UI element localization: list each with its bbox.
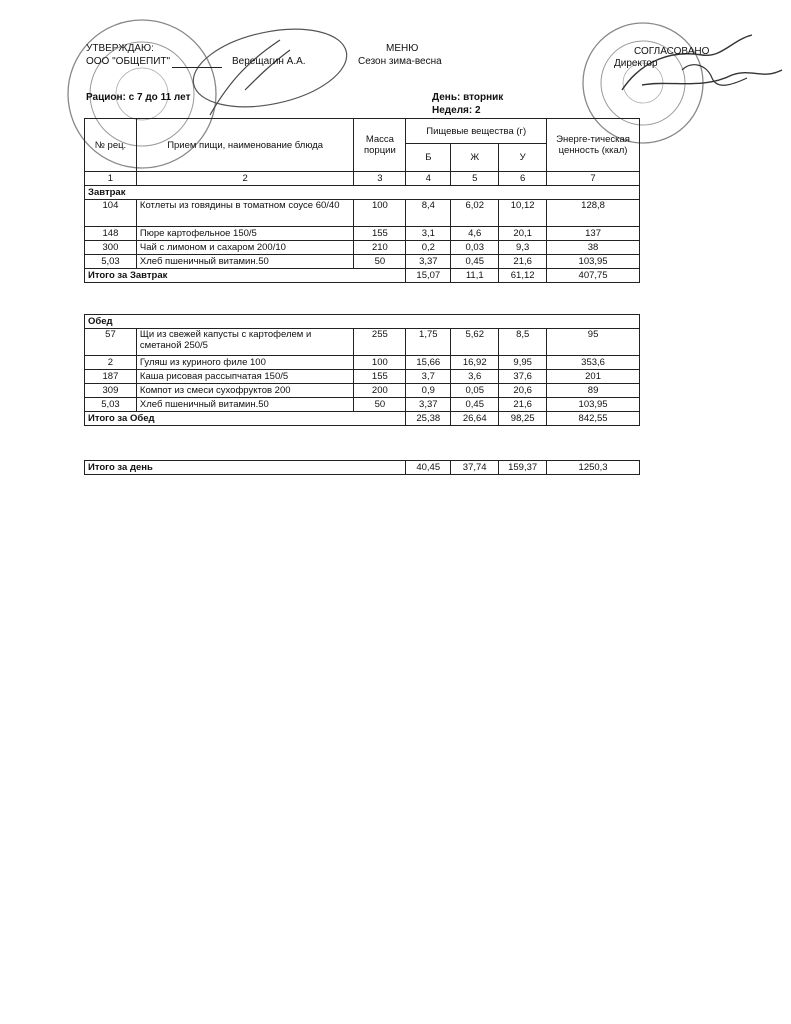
- row-kcal: 201: [547, 370, 640, 384]
- table-row: [85, 370, 640, 384]
- row-u: 37,6: [499, 370, 547, 384]
- day-total-table: [84, 460, 640, 475]
- total-kcal: 842,55: [547, 412, 640, 426]
- day-total-zh: 37,74: [451, 461, 499, 475]
- row-mass: 100: [354, 356, 406, 370]
- total-zh: 26,64: [451, 412, 499, 426]
- row-u: 21,6: [499, 255, 547, 269]
- total-zh: 11,1: [451, 269, 499, 283]
- row-dish: Чай с лимоном и сахаром 200/10: [136, 241, 353, 255]
- total-b: 25,38: [406, 412, 451, 426]
- total-label: Итого за Обед: [85, 412, 406, 426]
- row-b: 0,2: [406, 241, 451, 255]
- table-row: [85, 227, 640, 241]
- row-num: 2: [85, 356, 137, 370]
- row-num: 5,03: [85, 255, 137, 269]
- col-number: 5: [451, 172, 499, 186]
- row-b: 0,9: [406, 384, 451, 398]
- row-kcal: 103,95: [547, 398, 640, 412]
- row-dish: Хлеб пшеничный витамин.50: [136, 255, 353, 269]
- day-total-b: 40,45: [406, 461, 451, 475]
- section-title: Обед: [85, 315, 640, 329]
- col-num-header: № рец.: [85, 119, 137, 172]
- row-dish: Гуляш из куриного филе 100: [136, 356, 354, 370]
- header-row: [85, 119, 640, 144]
- lunch-table: [84, 314, 640, 426]
- total-u: 61,12: [499, 269, 547, 283]
- row-kcal: 137: [547, 227, 640, 241]
- row-zh: 5,62: [451, 329, 499, 356]
- row-kcal: 353,6: [547, 356, 640, 370]
- row-b: 3,37: [406, 398, 451, 412]
- day-total-label: Итого за день: [85, 461, 406, 475]
- row-mass: 255: [354, 329, 406, 356]
- col-mass-header: Масса порции: [354, 119, 406, 172]
- row-num: 187: [85, 370, 137, 384]
- row-num: 104: [85, 200, 137, 227]
- section-title: Завтрак: [85, 186, 640, 200]
- row-kcal: 128,8: [547, 200, 640, 227]
- col-dish-header: Прием пищи, наименование блюда: [136, 119, 353, 172]
- total-label: Итого за Завтрак: [85, 269, 406, 283]
- row-zh: 0,03: [451, 241, 499, 255]
- day-total-row: [85, 461, 640, 475]
- row-mass: 210: [354, 241, 406, 255]
- breakfast-table: [84, 118, 640, 283]
- table-row: [85, 241, 640, 255]
- signature-line: [172, 67, 222, 68]
- row-b: 3,7: [406, 370, 451, 384]
- row-kcal: 38: [547, 241, 640, 255]
- row-u: 21,6: [499, 398, 547, 412]
- row-mass: 200: [354, 384, 406, 398]
- row-b: 1,75: [406, 329, 451, 356]
- row-num: 5,03: [85, 398, 137, 412]
- section-title-row: [85, 186, 640, 200]
- row-num: 57: [85, 329, 137, 356]
- row-dish: Компот из смеси сухофруктов 200: [136, 384, 354, 398]
- total-u: 98,25: [499, 412, 547, 426]
- row-dish: Пюре картофельное 150/5: [136, 227, 353, 241]
- table-row: [85, 329, 640, 356]
- col-number: 2: [136, 172, 353, 186]
- section-title-row: [85, 315, 640, 329]
- director-label: Директор: [614, 58, 658, 69]
- season: Сезон зима-весна: [358, 56, 442, 67]
- row-mass: 100: [354, 200, 406, 227]
- row-num: 300: [85, 241, 137, 255]
- row-num: 148: [85, 227, 137, 241]
- col-zh-header: Ж: [451, 144, 499, 172]
- day-total-u: 159,37: [499, 461, 547, 475]
- row-mass: 50: [354, 255, 406, 269]
- row-kcal: 95: [547, 329, 640, 356]
- total-row: [85, 412, 640, 426]
- row-dish-line2: сметаной 250/5: [139, 340, 208, 351]
- row-mass: 155: [354, 370, 406, 384]
- total-kcal: 407,75: [547, 269, 640, 283]
- row-zh: 4,6: [451, 227, 499, 241]
- table-row: [85, 356, 640, 370]
- row-kcal: 89: [547, 384, 640, 398]
- agreed-label: СОГЛАСОВАНО: [634, 46, 710, 57]
- col-number: 7: [547, 172, 640, 186]
- row-b: 8,4: [406, 200, 451, 227]
- row-dish: Хлеб пшеничный витамин.50: [136, 398, 354, 412]
- row-u: 9,95: [499, 356, 547, 370]
- row-dish: [136, 329, 354, 356]
- day-total-kcal: 1250,3: [547, 461, 640, 475]
- row-zh: 0,45: [451, 255, 499, 269]
- col-u-header: У: [499, 144, 547, 172]
- row-b: 15,66: [406, 356, 451, 370]
- row-b: 3,1: [406, 227, 451, 241]
- ration: Рацион: с 7 до 11 лет: [86, 92, 191, 103]
- row-u: 9,3: [499, 241, 547, 255]
- table-row: [85, 398, 640, 412]
- doc-title: МЕНЮ: [386, 43, 419, 54]
- col-energy-header: Энерге-тическая ценность (ккал): [547, 119, 640, 172]
- total-row: [85, 269, 640, 283]
- col-number: 3: [354, 172, 406, 186]
- org-line: ООО "ОБЩЕПИТ": [86, 56, 171, 67]
- row-mass: 155: [354, 227, 406, 241]
- row-kcal: 103,95: [547, 255, 640, 269]
- row-u: 20,6: [499, 384, 547, 398]
- row-zh: 16,92: [451, 356, 499, 370]
- approver-name: Верещагин А.А.: [232, 56, 306, 67]
- day: День: вторник: [432, 92, 504, 103]
- row-u: 10,12: [499, 200, 547, 227]
- row-zh: 0,05: [451, 384, 499, 398]
- col-number: 4: [406, 172, 451, 186]
- row-u: 8,5: [499, 329, 547, 356]
- row-num: 309: [85, 384, 137, 398]
- col-b-header: Б: [406, 144, 451, 172]
- row-zh: 3,6: [451, 370, 499, 384]
- total-b: 15,07: [406, 269, 451, 283]
- row-zh: 0,45: [451, 398, 499, 412]
- col-number: 1: [85, 172, 137, 186]
- row-u: 20,1: [499, 227, 547, 241]
- row-dish: Каша рисовая рассыпчатая 150/5: [136, 370, 354, 384]
- table-row: [85, 255, 640, 269]
- row-mass: 50: [354, 398, 406, 412]
- row-dish: Котлеты из говядины в томатном соусе 60/40: [136, 200, 353, 227]
- approve-label: УТВЕРЖДАЮ:: [86, 43, 154, 54]
- row-dish-line1: Щи из свежей капусты с картофелем и: [139, 329, 312, 340]
- column-numbers-row: [85, 172, 640, 186]
- table-row: [85, 200, 640, 227]
- row-zh: 6,02: [451, 200, 499, 227]
- col-number: 6: [499, 172, 547, 186]
- table-row: [85, 384, 640, 398]
- row-b: 3,37: [406, 255, 451, 269]
- col-nutrients-header: Пищевые вещества (г): [406, 119, 547, 144]
- week: Неделя: 2: [432, 105, 481, 116]
